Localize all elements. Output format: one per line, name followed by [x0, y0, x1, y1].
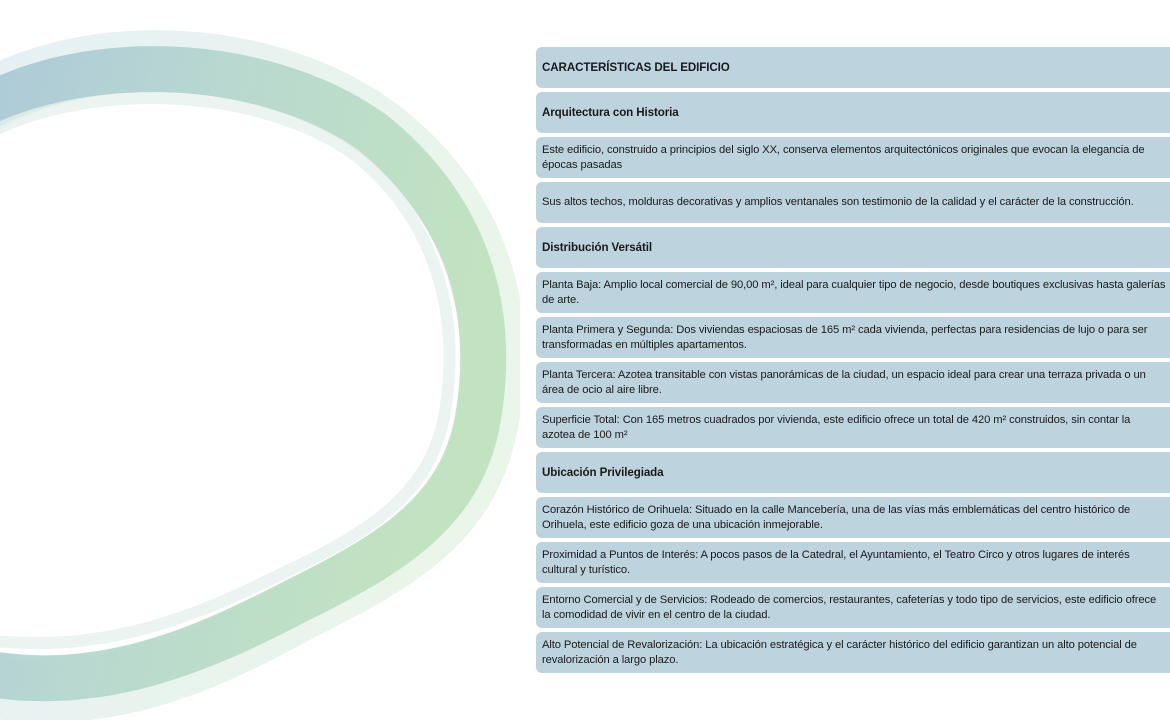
feature-text: Corazón Histórico de Orihuela: Situado en la calle Mancebería, una de las vías más emblemáticas del centro histórico de Orihuela, este edificio goza de una ubicación inmejorable.: [542, 503, 1131, 531]
feature-row: [536, 542, 1170, 583]
section-heading: Arquitectura con Historia: [542, 106, 679, 119]
feature-text: Planta Tercera: Azotea transitable con vistas panorámicas de la ciudad, un espacio ideal para crear una terraza privada o un área de ocio al aire libre.: [542, 368, 1146, 396]
feature-text: Entorno Comercial y de Servicios: Rodeado de comercios, restaurantes, cafeterías y todo tipo de servicios, este edificio ofrece la comodidad de vivir en el centro de la ciudad.: [542, 593, 1157, 621]
feature-row: [536, 272, 1170, 313]
feature-row: [536, 362, 1170, 403]
section-heading-row: [536, 452, 1170, 493]
section-heading: Ubicación Privilegiada: [542, 466, 664, 479]
feature-row: [536, 587, 1170, 628]
section-heading-row: [536, 227, 1170, 268]
feature-row: [536, 497, 1170, 538]
section-heading: Distribución Versátil: [542, 241, 653, 254]
decorative-ring: [0, 0, 520, 720]
feature-text: Planta Primera y Segunda: Dos viviendas espaciosas de 165 m² cada vivienda, perfectas para residencias de lujo o para ser transformadas en múltiples apartamentos.: [542, 323, 1148, 351]
feature-row: [536, 137, 1170, 178]
building-features-table: [536, 47, 1170, 677]
feature-row: [536, 182, 1170, 223]
feature-text: Sus altos techos, molduras decorativas y amplios ventanales son testimonio de la calidad y el carácter de la construcción.: [542, 196, 1134, 208]
table-title-row: [536, 47, 1170, 88]
feature-row: [536, 632, 1170, 673]
feature-text: Planta Baja: Amplio local comercial de 90,00 m², ideal para cualquier tipo de negocio, desde boutiques exclusivas hasta galerías de arte.: [542, 278, 1166, 306]
section-heading-row: [536, 92, 1170, 133]
feature-text: Superficie Total: Con 165 metros cuadrados por vivienda, este edificio ofrece un total de 420 m² construidos, sin contar la azotea de 100 m²: [542, 413, 1131, 441]
feature-text: Este edificio, construido a principios del siglo XX, conserva elementos arquitectónicos originales que evocan la elegancia de épocas pasadas: [542, 143, 1145, 171]
feature-text: Alto Potencial de Revalorización: La ubicación estratégica y el carácter histórico del edificio garantizan un alto potencial de revalorización a largo plazo.: [542, 638, 1137, 666]
table-title: CARACTERÍSTICAS DEL EDIFICIO: [542, 61, 730, 74]
feature-text: Proximidad a Puntos de Interés: A pocos pasos de la Catedral, el Ayuntamiento, el Teatro Circo y otros lugares de interés cultural y turístico.: [542, 548, 1130, 576]
feature-row: [536, 317, 1170, 358]
feature-row: [536, 407, 1170, 448]
